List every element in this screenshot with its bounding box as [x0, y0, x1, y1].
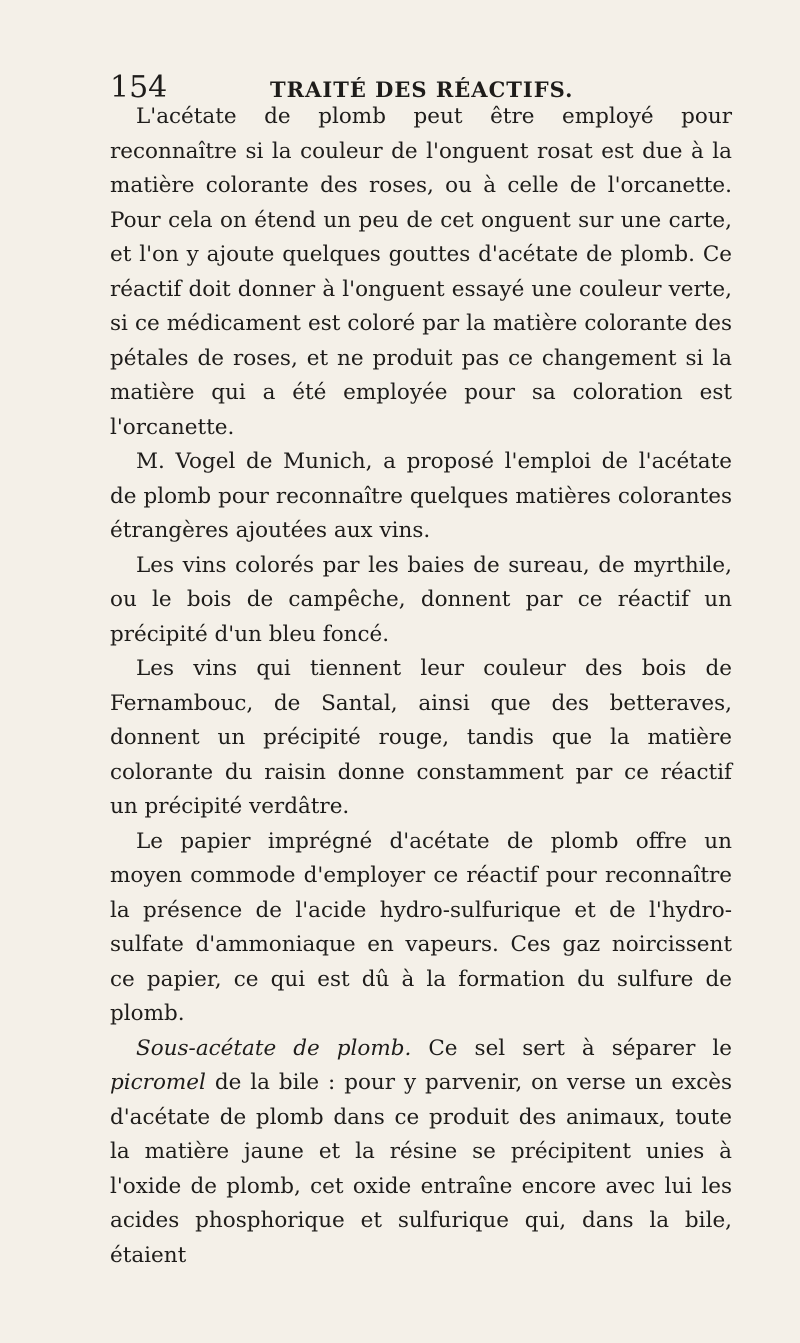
paragraph-vins-bleu: Les vins colorés par les baies de sureau, de myrthile, ou le bois de campêche, donnent par ce réactif un précipité d'un bleu foncé. — [110, 552, 732, 647]
paragraph-onguent-rosat: L'acétate de plomb peut être employé pour reconnaître si la couleur de l'onguent rosat est due à la matière colorante des roses, ou à celle de l'orcanette. Pour cela on étend un peu de cet onguent sur une carte, et l'on y ajoute quelques gouttes d'acétate de plomb. Ce réactif doit donner à l'onguent essayé une couleur verte, si ce médicament est coloré par la matière colorante des pétales de roses, et ne produit pas ce changement si la matière qui a été employée pour sa coloration est l'orcanette. — [110, 104, 732, 440]
sous-acetate-heading: Sous-acétate de plomb. — [136, 1035, 412, 1061]
paragraph-vogel: M. Vogel de Munich, a proposé l'emploi de l'acétate de plomb pour reconnaître quelques matières colorantes étrangères ajoutées aux vins. — [110, 449, 732, 543]
page-number: 154 — [110, 70, 168, 105]
running-title: TRAITÉ DES RÉACTIFS. — [270, 77, 574, 102]
sous-acetate-text-1: Ce sel sert à séparer le — [411, 1035, 732, 1061]
picromel-term: picromel — [110, 1070, 206, 1095]
paragraph-vins-rouge: Les vins qui tiennent leur couleur des bois de Fernambouc, de Santal, ainsi que des betteraves, donnent un précipité rouge, tandis que la matière colorante du raisin donne constamment par ce réactif un précipité verdâtre. — [110, 656, 732, 819]
paragraph-sous-acetate — [110, 1032, 732, 1274]
sous-acetate-text-2: de la bile : pour y parvenir, on verse un excès d'acétate de plomb dans ce produit des animaux, toute la matière jaune et la résine se précipitent unies à l'oxide de plomb, cet oxide entraîne encore avec lui les acides phosphorique et sulfurique qui, dans la bile, étaient — [110, 1070, 732, 1268]
body-text — [110, 100, 732, 1273]
paragraph-papier: Le papier imprégné d'acétate de plomb offre un moyen commode d'employer ce réactif pour reconnaître la présence de l'acide hydro-sulfurique et de l'hydro-sulfate d'ammoniaque en vapeurs. Ces gaz noircissent ce papier, ce qui est dû à la formation du sulfure de plomb. — [110, 828, 732, 1026]
